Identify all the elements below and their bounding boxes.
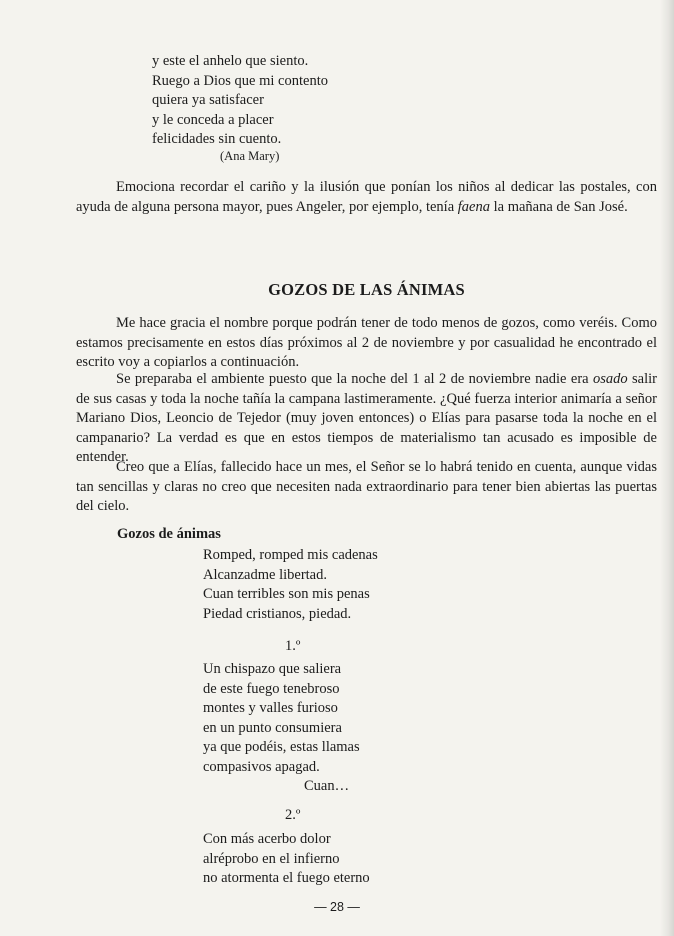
refrain-cue: Cuan… (304, 778, 350, 794)
stanza-line: en un punto consumiera (203, 719, 342, 736)
refrain-line: Piedad cristianos, piedad. (203, 605, 352, 622)
page-edge-shadow (660, 0, 674, 936)
poem-line: Ruego a Dios que mi contento (152, 72, 328, 89)
refrain-line: Romped, romped mis cadenas (203, 547, 378, 563)
stanza-line: Con más acerbo dolor (203, 831, 331, 847)
poem-line: y este el anhelo que siento. (152, 53, 309, 69)
page-number: — 28 — (314, 900, 360, 914)
paragraph-text (76, 370, 657, 468)
stanza-line: alréprobo en el infierno (203, 850, 340, 867)
intro-text-before: Emociona recordar el cariño y la ilusión que ponían los niños al dedicar las postales, con ayuda de alguna persona mayor, pues Angeler, por ejemplo, tenía (76, 179, 657, 215)
stanza-line: ya que podéis, estas llamas (203, 739, 360, 755)
stanza-line: de este fuego tenebroso (203, 680, 340, 697)
intro-text-after: la mañana de San José. (489, 198, 628, 215)
paragraph-text: Me hace gracia el nombre porque podrán tener de todo menos de gozos, como veréis. Como estamos precisamente en estos días próximos al 2 de noviembre y por casualidad he encontrado el escrito voy a copiarlos a continuación. (76, 315, 657, 370)
intro-paragraph (76, 178, 657, 217)
body-paragraph-2 (76, 370, 657, 468)
stanza-1 (203, 660, 360, 777)
refrain-line: Cuan terribles son mis penas (203, 586, 370, 602)
body-paragraph-3 (76, 458, 657, 517)
paragraph-text-before: Se preparaba el ambiente puesto que la noche del 1 al 2 de noviembre nadie era (116, 371, 593, 387)
intro-text-emphasis: faena (457, 198, 490, 215)
stanza-line: no atormenta el fuego eterno (203, 870, 370, 886)
poem-line: felicidades sin cuento. (152, 131, 282, 147)
poem-title: Gozos de ánimas (117, 526, 221, 542)
intro-paragraph-text (76, 178, 657, 217)
refrain-line: Alcanzadme libertad. (203, 566, 327, 583)
stanza-line: Un chispazo que saliera (203, 661, 342, 677)
paragraph-text: Creo que a Elías, fallecido hace un mes, el Señor se lo habrá tenido en cuenta, aunque vidas tan sencillas y claras no creo que necesiten nada extraordinario para tener bien abiertas las puertas del cielo. (76, 459, 657, 514)
body-paragraph-1 (76, 314, 657, 373)
stanza-line: compasivos apagad. (203, 758, 320, 775)
stanza-number: 2.º (285, 807, 301, 823)
refrain (203, 546, 378, 624)
paragraph-text-after: salir de sus casas y toda la noche tañía la campana lastimeramente. ¿Qué fuerza interior animaría a señor Mariano Dios, Leoncio de Tejedor (muy joven entonces) o Elías para pasarse toda la noche en el campanario? La verdad es que en estos tiempos de materialismo tan acusado es imposible de entender. (76, 371, 658, 465)
paragraph-emphasis: osado (592, 371, 628, 387)
stanza-line: montes y valles furioso (203, 700, 338, 716)
top-poem (152, 52, 328, 150)
section-title: GOZOS DE LAS ÁNIMAS (268, 280, 465, 299)
poem-signature: (Ana Mary) (220, 149, 280, 163)
poem-line: y le conceda a placer (152, 111, 274, 128)
poem-line: quiera ya satisfacer (152, 92, 264, 108)
stanza-2 (203, 830, 370, 889)
stanza-number: 1.º (285, 638, 301, 654)
